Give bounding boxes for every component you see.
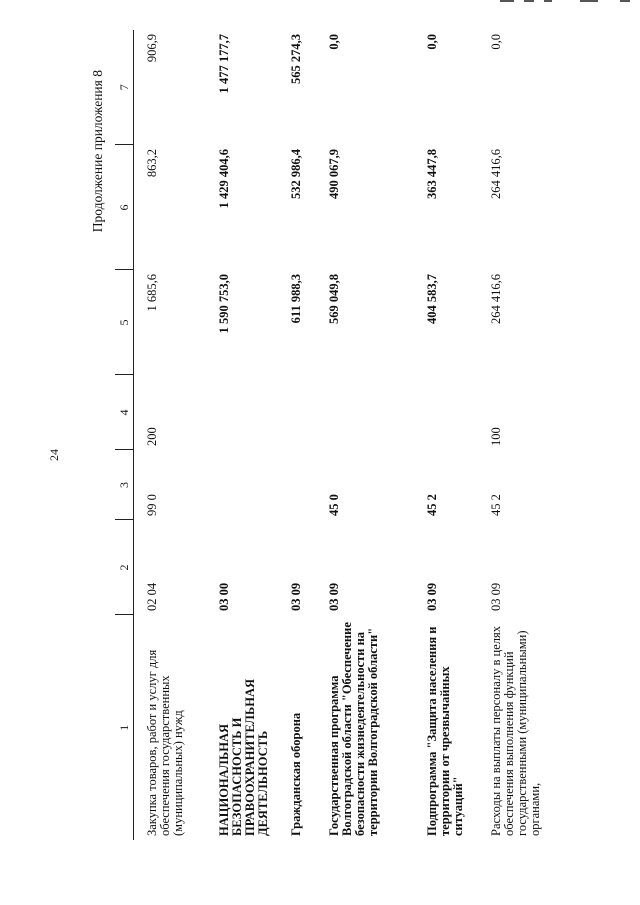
value-col5: 1 590 753,0: [217, 274, 231, 334]
value-col6: 490 067,9: [327, 149, 341, 199]
column-header: 5: [115, 270, 134, 375]
target-code: 45 2: [489, 494, 503, 516]
row-name: Государственная программа Волгоградской области "Обеспечение безопасности жизнедеятельности на территории Волгоградской области": [327, 622, 380, 836]
target-code: 45 2: [425, 494, 439, 516]
section-code: 03 00: [217, 582, 231, 611]
column-header: 6: [115, 145, 134, 270]
rotated-sheet: [80, 30, 640, 890]
page-number: 24: [46, 449, 61, 461]
target-code: [278, 450, 316, 520]
value-col5: 404 583,7: [425, 274, 439, 324]
value-col5: 611 988,3: [289, 274, 303, 324]
table-row: [478, 30, 568, 840]
continuation-label: Продолжение приложения 8: [90, 70, 105, 233]
budget-table: [115, 30, 568, 840]
expense-type-code: [206, 375, 278, 450]
value-col6: 532 986,4: [289, 149, 303, 199]
expense-type-code: [316, 375, 414, 450]
value-col6: 1 429 404,6: [217, 149, 231, 209]
section-code: 02 04: [145, 582, 159, 611]
value-col7: 565 274,3: [289, 34, 303, 84]
section-code: 03 09: [425, 582, 439, 611]
row-name: Расходы на выплаты персоналу в целях обеспечения выполнения функций государственными (муниципальными) органами,: [489, 626, 542, 836]
column-header: 3: [115, 450, 134, 520]
value-col6: 863,2: [145, 149, 159, 178]
section-code: 03 09: [327, 582, 341, 611]
column-header: 2: [115, 520, 134, 615]
row-name: Закупка товаров, работ и услуг для обеспечения государственных (муниципальных) нужд: [145, 649, 185, 836]
scan-artefacts: [480, 0, 640, 8]
section-code: 03 09: [289, 582, 303, 611]
table-row: [316, 30, 414, 840]
value-col5: 1 685,6: [145, 274, 159, 312]
target-code: 45 0: [327, 494, 341, 516]
table-row: [134, 30, 207, 840]
row-name: НАЦИОНАЛЬНАЯ БЕЗОПАСНОСТЬ И ПРАВООХРАНИТЕЛЬНАЯ ДЕЯТЕЛЬНОСТЬ: [217, 679, 270, 836]
value-col7: 906,9: [145, 34, 159, 63]
expense-type-code: 100: [489, 427, 503, 446]
expense-type-code: [414, 375, 478, 450]
row-name: Гражданская оборона: [289, 712, 303, 836]
row-name: Подпрограмма "Защита населения и территории от чрезвычайных ситуаций": [425, 626, 465, 836]
value-col6: 264 416,6: [489, 149, 503, 199]
column-header: 1: [115, 615, 134, 840]
value-col7: 0,0: [425, 34, 439, 50]
target-code: 99 0: [145, 494, 159, 516]
value-col7: 0,0: [489, 34, 503, 50]
target-code: [206, 450, 278, 520]
section-code: 03 09: [489, 582, 503, 611]
expense-type-code: [278, 375, 316, 450]
value-col6: 363 447,8: [425, 149, 439, 199]
value-col5: 264 416,6: [489, 274, 503, 324]
table-row: [206, 30, 278, 840]
value-col7: 0,0: [327, 34, 341, 50]
value-col7: 1 477 177,7: [217, 34, 231, 94]
column-header: 4: [115, 375, 134, 450]
value-col5: 569 049,8: [327, 274, 341, 324]
expense-type-code: 200: [145, 427, 159, 446]
column-header: 7: [115, 30, 134, 145]
table-row: [278, 30, 316, 840]
table-row: [414, 30, 478, 840]
column-header-row: [115, 30, 134, 840]
